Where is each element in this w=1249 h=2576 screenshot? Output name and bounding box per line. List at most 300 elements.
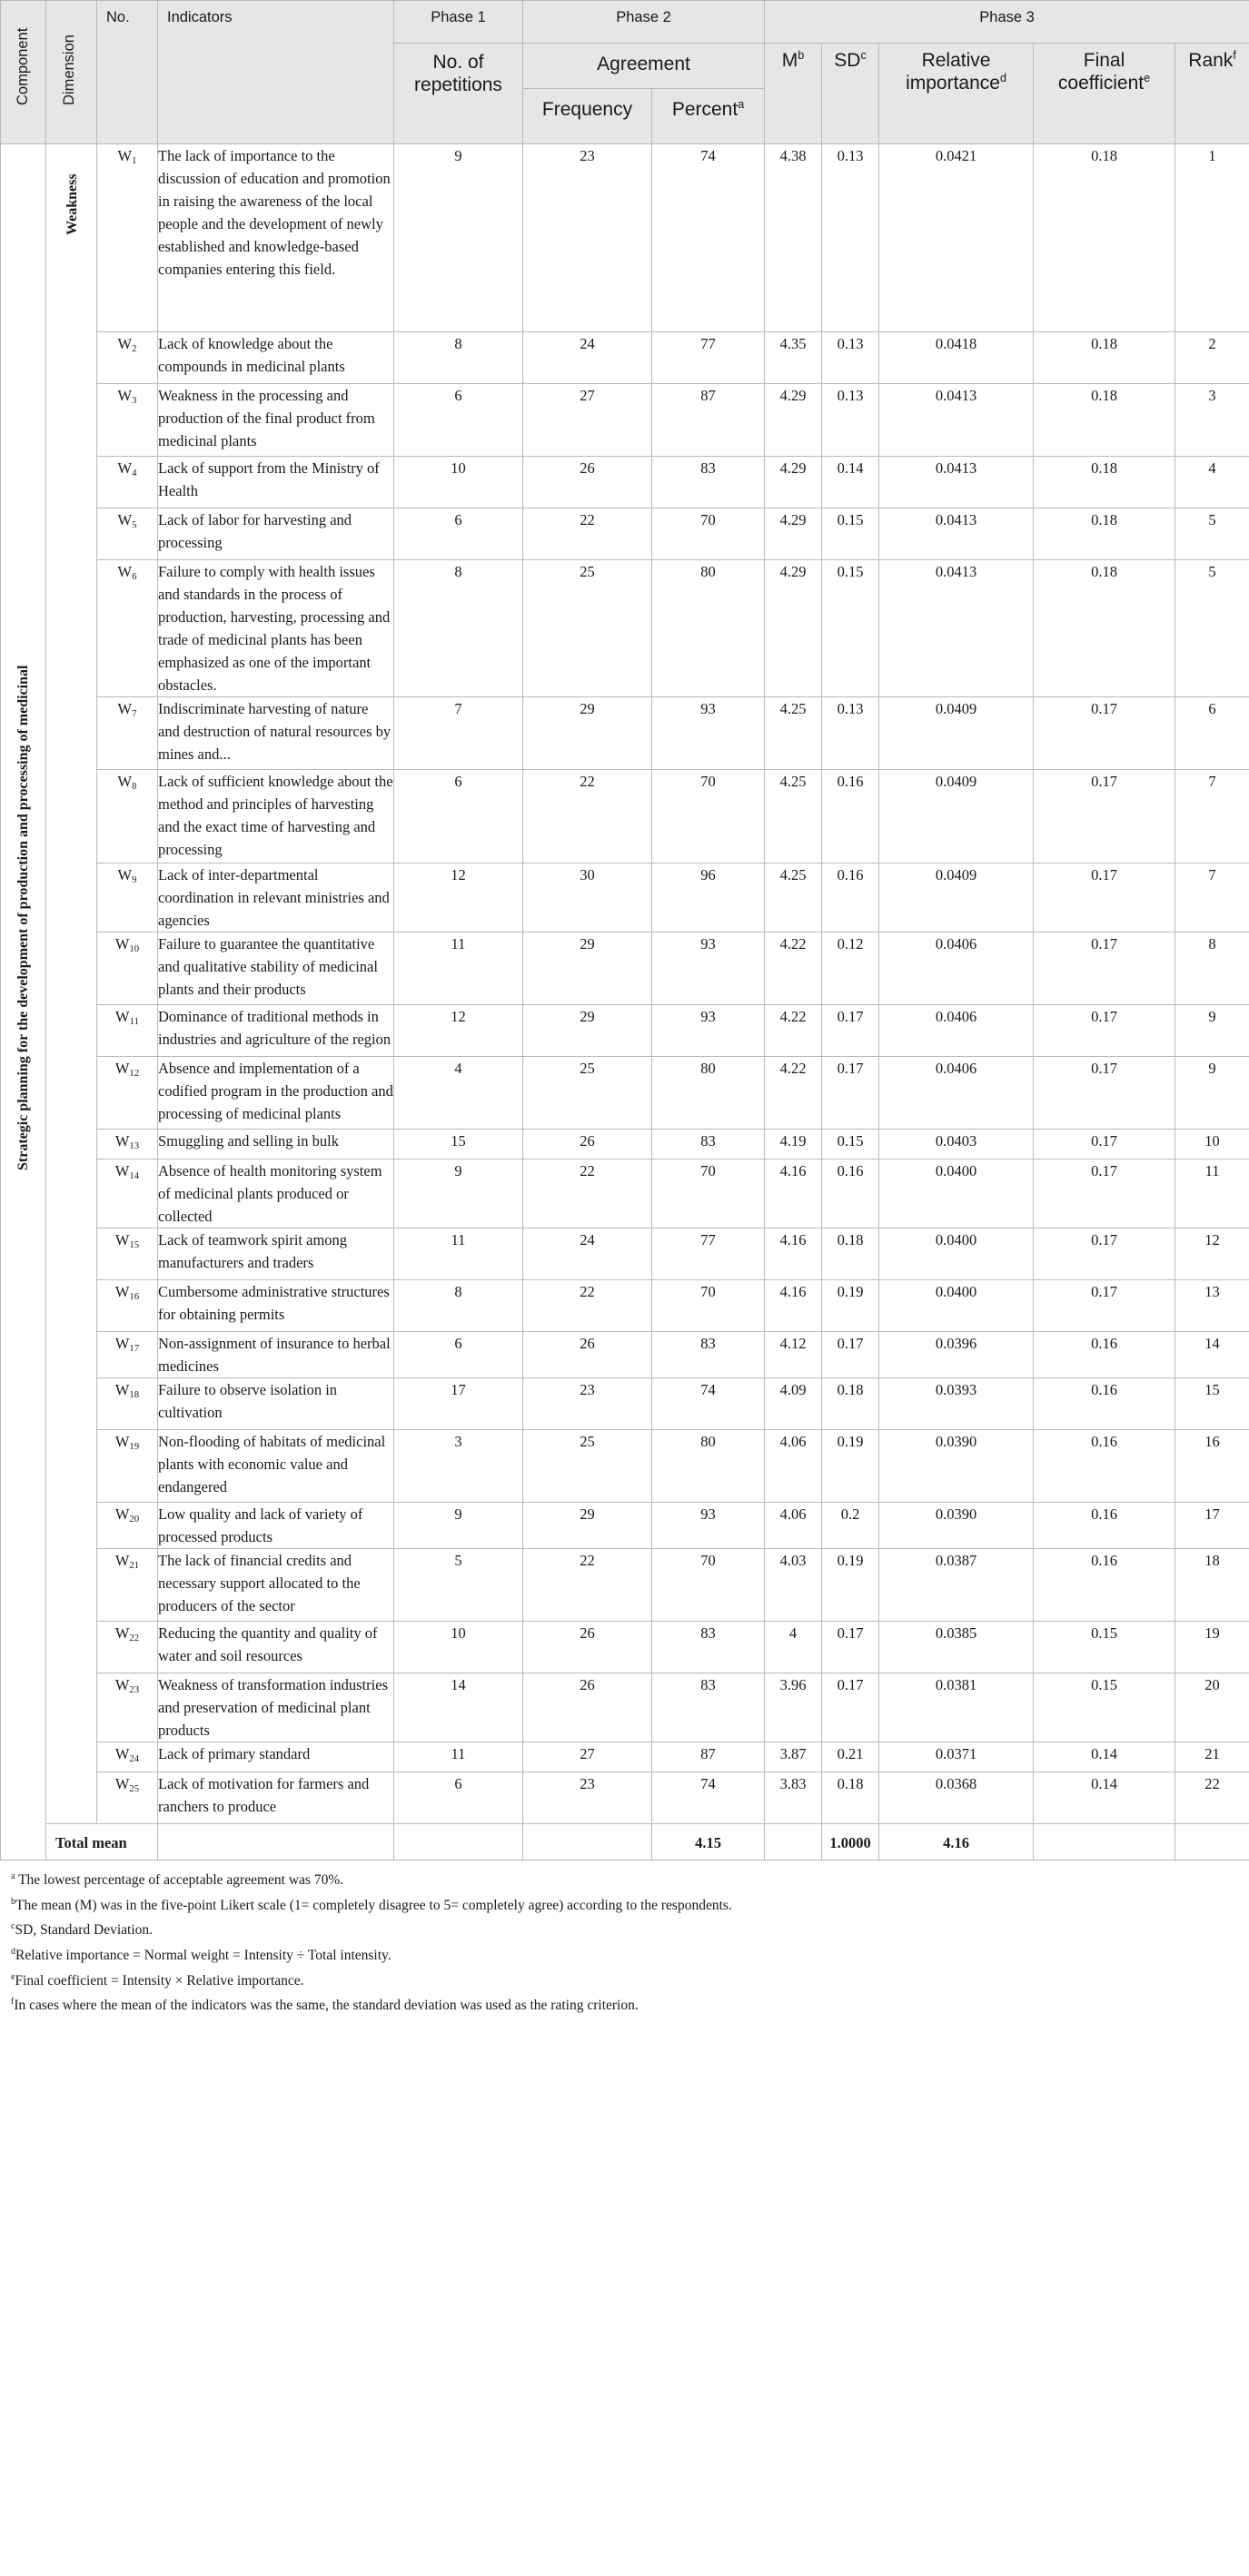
row-rel: 0.0400 — [879, 1160, 1034, 1229]
row-pct: 70 — [652, 508, 765, 560]
row-code-number: 25 — [129, 1783, 140, 1794]
row-freq: 29 — [523, 1503, 652, 1549]
row-sd: 0.16 — [822, 864, 879, 933]
row-rel: 0.0413 — [879, 384, 1034, 457]
row-rel: 0.0406 — [879, 1005, 1034, 1057]
row-rel: 0.0406 — [879, 933, 1034, 1005]
row-rank: 18 — [1175, 1549, 1249, 1622]
row-rel: 0.0368 — [879, 1772, 1034, 1824]
row-fc: 0.17 — [1034, 1229, 1175, 1280]
row-indicator: Weakness in the processing and production of the final product from medicinal plants — [158, 384, 394, 457]
row-rep: 5 — [394, 1549, 523, 1622]
row-code-letter: W — [114, 1552, 130, 1569]
row-m: 4.25 — [765, 864, 822, 933]
row-sd: 0.19 — [822, 1280, 879, 1332]
row-m: 4.12 — [765, 1332, 822, 1378]
row-m: 4.22 — [765, 1057, 822, 1130]
row-rel: 0.0413 — [879, 508, 1034, 560]
row-code-letter: W — [114, 1231, 130, 1249]
row-freq: 29 — [523, 697, 652, 770]
row-indicator: Absence and implementation of a codified program in the production and processing of medicinal plants — [158, 1057, 394, 1130]
row-fc: 0.15 — [1034, 1673, 1175, 1742]
row-code-number: 11 — [129, 1016, 139, 1027]
row-m: 4.16 — [765, 1160, 822, 1229]
row-fc: 0.17 — [1034, 1005, 1175, 1057]
row-sd: 0.13 — [822, 384, 879, 457]
row-indicator: Cumbersome administrative structures for obtaining permits — [158, 1280, 394, 1332]
row-pct: 87 — [652, 384, 765, 457]
row-pct: 87 — [652, 1742, 765, 1772]
row-code-number: 3 — [132, 395, 137, 406]
row-code-number: 2 — [132, 343, 137, 354]
row-code — [97, 560, 158, 697]
row-rel: 0.0400 — [879, 1229, 1034, 1280]
row-rel: 0.0406 — [879, 1057, 1034, 1130]
row-rep: 9 — [394, 144, 523, 332]
row-code-letter: W — [117, 773, 133, 790]
row-code-letter: W — [114, 1775, 130, 1792]
table-row — [1, 933, 1249, 1005]
row-rep: 17 — [394, 1378, 523, 1430]
row-sd: 0.16 — [822, 770, 879, 864]
row-rep: 15 — [394, 1130, 523, 1160]
header-rel-line2: importance — [906, 73, 1000, 94]
footnote — [11, 1967, 1249, 1992]
row-indicator: Absence of health monitoring system of medicinal plants produced or collected — [158, 1160, 394, 1229]
row-code — [97, 770, 158, 864]
row-code-number: 16 — [129, 1291, 140, 1302]
table-row — [1, 1549, 1249, 1622]
header-rank — [1175, 44, 1249, 144]
table-row — [1, 1772, 1249, 1824]
header-final-coefficient — [1034, 44, 1175, 144]
row-rank: 19 — [1175, 1622, 1249, 1673]
row-rep: 4 — [394, 1057, 523, 1130]
header-indicators: Indicators — [158, 1, 394, 144]
row-m: 4.29 — [765, 384, 822, 457]
row-code — [97, 508, 158, 560]
row-rank: 10 — [1175, 1130, 1249, 1160]
row-fc: 0.17 — [1034, 1280, 1175, 1332]
row-code-number: 9 — [132, 874, 137, 885]
header-component — [1, 1, 46, 144]
component-cell — [1, 144, 46, 1860]
row-fc: 0.15 — [1034, 1622, 1175, 1673]
row-fc: 0.16 — [1034, 1549, 1175, 1622]
row-sd: 0.17 — [822, 1332, 879, 1378]
header-repetitions-line1: No. of — [432, 52, 484, 73]
header-percent — [652, 89, 765, 144]
row-code — [97, 1742, 158, 1772]
row-freq: 27 — [523, 1742, 652, 1772]
row-pct: 83 — [652, 1673, 765, 1742]
row-indicator: Lack of knowledge about the compounds in medicinal plants — [158, 332, 394, 384]
row-rel: 0.0385 — [879, 1622, 1034, 1673]
row-fc: 0.14 — [1034, 1772, 1175, 1824]
row-rank: 4 — [1175, 457, 1249, 508]
header-final-line2: coefficient — [1057, 73, 1145, 94]
header-sd — [822, 44, 879, 144]
row-pct: 93 — [652, 697, 765, 770]
row-rank: 2 — [1175, 332, 1249, 384]
row-rep: 11 — [394, 1742, 523, 1772]
footnote-mark: e — [11, 1971, 15, 1982]
row-rank: 5 — [1175, 508, 1249, 560]
row-code-letter: W — [117, 866, 133, 883]
row-rep: 3 — [394, 1430, 523, 1503]
header-percent-label: Percent — [671, 99, 738, 120]
row-rel: 0.0421 — [879, 144, 1034, 332]
row-m: 4.25 — [765, 697, 822, 770]
row-pct: 83 — [652, 1332, 765, 1378]
header-sd-sup: c — [860, 49, 867, 62]
row-indicator: Low quality and lack of variety of processed products — [158, 1503, 394, 1549]
total-row — [1, 1824, 1249, 1860]
row-m: 4.19 — [765, 1130, 822, 1160]
row-code-letter: W — [114, 1132, 130, 1150]
row-rank: 12 — [1175, 1229, 1249, 1280]
row-m: 4.22 — [765, 1005, 822, 1057]
row-code — [97, 457, 158, 508]
row-fc: 0.18 — [1034, 144, 1175, 332]
row-rank: 17 — [1175, 1503, 1249, 1549]
row-sd: 0.13 — [822, 144, 879, 332]
row-freq: 26 — [523, 1622, 652, 1673]
row-fc: 0.14 — [1034, 1742, 1175, 1772]
row-m: 3.83 — [765, 1772, 822, 1824]
row-rel: 0.0413 — [879, 560, 1034, 697]
row-code-number: 6 — [132, 571, 137, 582]
row-indicator: The lack of importance to the discussion of education and promotion in raising the awareness of the local people and the development of newly established and knowledge-based companies entering this field. — [158, 144, 394, 332]
row-rel: 0.0390 — [879, 1430, 1034, 1503]
table-row — [1, 1378, 1249, 1430]
footnotes — [0, 1866, 1249, 2017]
row-m: 4.29 — [765, 560, 822, 697]
row-rep: 8 — [394, 1280, 523, 1332]
table-row — [1, 1160, 1249, 1229]
row-rel: 0.0393 — [879, 1378, 1034, 1430]
row-code-letter: W — [115, 1008, 130, 1025]
row-pct: 74 — [652, 1378, 765, 1430]
total-empty-cell — [158, 1824, 394, 1860]
row-code-number: 8 — [132, 781, 137, 792]
header-final-sup: e — [1144, 72, 1151, 84]
row-code — [97, 1549, 158, 1622]
row-code-letter: W — [117, 511, 133, 528]
row-rep: 8 — [394, 332, 523, 384]
header-rank-sup: f — [1233, 49, 1236, 62]
total-empty-cell — [1175, 1824, 1249, 1860]
row-freq: 25 — [523, 560, 652, 697]
row-m: 3.96 — [765, 1673, 822, 1742]
row-sd: 0.18 — [822, 1378, 879, 1430]
row-code-number: 12 — [129, 1068, 140, 1079]
header-sd-label: SD — [834, 50, 861, 71]
row-code — [97, 1130, 158, 1160]
component-label: Strategic planning for the development of production and processing of medicinal — [15, 665, 31, 1170]
row-rep: 9 — [394, 1503, 523, 1549]
row-code-number: 24 — [129, 1753, 140, 1764]
row-code-letter: W — [114, 1676, 130, 1693]
row-m: 3.87 — [765, 1742, 822, 1772]
row-rep: 6 — [394, 1332, 523, 1378]
row-rep: 14 — [394, 1673, 523, 1742]
row-freq: 29 — [523, 1005, 652, 1057]
row-pct: 83 — [652, 1130, 765, 1160]
row-rep: 10 — [394, 1622, 523, 1673]
row-indicator: Weakness of transformation industries and preservation of medicinal plant products — [158, 1673, 394, 1742]
row-pct: 70 — [652, 770, 765, 864]
row-code — [97, 1673, 158, 1742]
row-code — [97, 384, 158, 457]
row-code-number: 4 — [132, 468, 137, 479]
header-rel-sup: d — [999, 72, 1006, 84]
row-pct: 93 — [652, 1005, 765, 1057]
table-row — [1, 864, 1249, 933]
row-freq: 26 — [523, 1673, 652, 1742]
row-pct: 70 — [652, 1549, 765, 1622]
footnote-text: The mean (M) was in the five-point Likert scale (1= completely disagree to 5= completely agree) according to the respondents. — [15, 1897, 732, 1913]
row-freq: 22 — [523, 508, 652, 560]
row-m: 4.03 — [765, 1549, 822, 1622]
row-code — [97, 697, 158, 770]
row-indicator: Reducing the quantity and quality of water and soil resources — [158, 1622, 394, 1673]
footnote — [11, 1866, 1249, 1891]
table-row — [1, 697, 1249, 770]
row-m: 4.38 — [765, 144, 822, 332]
row-sd: 0.17 — [822, 1673, 879, 1742]
row-sd: 0.15 — [822, 508, 879, 560]
row-pct: 80 — [652, 1430, 765, 1503]
row-indicator: Indiscriminate harvesting of nature and destruction of natural resources by mines and... — [158, 697, 394, 770]
row-code-number: 23 — [129, 1684, 140, 1695]
row-code — [97, 1503, 158, 1549]
row-rel: 0.0390 — [879, 1503, 1034, 1549]
row-code — [97, 144, 158, 332]
table-row — [1, 1057, 1249, 1130]
row-rel: 0.0400 — [879, 1280, 1034, 1332]
footnote — [11, 1916, 1249, 1941]
row-rank: 20 — [1175, 1673, 1249, 1742]
footnote-text: Final coefficient = Intensity × Relative importance. — [15, 1972, 304, 1989]
row-rel: 0.0409 — [879, 864, 1034, 933]
header-rank-label: Rank — [1188, 50, 1234, 71]
row-pct: 93 — [652, 1503, 765, 1549]
header-phase2: Phase 2 — [523, 1, 765, 44]
row-code-letter: W — [114, 1060, 130, 1077]
row-code-number: 7 — [132, 708, 137, 719]
row-rank: 9 — [1175, 1057, 1249, 1130]
table-row — [1, 457, 1249, 508]
row-rep: 6 — [394, 384, 523, 457]
row-sd: 0.19 — [822, 1549, 879, 1622]
row-pct: 77 — [652, 1229, 765, 1280]
row-freq: 24 — [523, 1229, 652, 1280]
row-rel: 0.0413 — [879, 457, 1034, 508]
row-pct: 80 — [652, 1057, 765, 1130]
row-indicator: Dominance of traditional methods in industries and agriculture of the region — [158, 1005, 394, 1057]
row-indicator: Lack of support from the Ministry of Health — [158, 457, 394, 508]
row-pct: 74 — [652, 144, 765, 332]
row-code-letter: W — [117, 147, 133, 164]
footnote-text: In cases where the mean of the indicators was the same, the standard deviation was used as the rating criterion. — [14, 1998, 639, 2014]
row-code — [97, 1332, 158, 1378]
row-code — [97, 864, 158, 933]
row-rank: 9 — [1175, 1005, 1249, 1057]
row-rank: 8 — [1175, 933, 1249, 1005]
row-m: 4.06 — [765, 1430, 822, 1503]
row-rel: 0.0409 — [879, 770, 1034, 864]
row-rank: 7 — [1175, 864, 1249, 933]
footnote — [11, 1991, 1249, 2017]
table-row — [1, 770, 1249, 864]
row-indicator: Non-flooding of habitats of medicinal plants with economic value and endangered — [158, 1430, 394, 1503]
row-fc: 0.16 — [1034, 1430, 1175, 1503]
table-body — [1, 144, 1249, 1860]
row-fc: 0.18 — [1034, 332, 1175, 384]
row-indicator: Lack of primary standard — [158, 1742, 394, 1772]
row-rank: 11 — [1175, 1160, 1249, 1229]
row-sd: 0.15 — [822, 1130, 879, 1160]
row-freq: 26 — [523, 457, 652, 508]
row-sd: 0.15 — [822, 560, 879, 697]
row-code-letter: W — [117, 459, 133, 477]
header-frequency: Frequency — [523, 89, 652, 144]
table-row — [1, 1005, 1249, 1057]
table-row — [1, 332, 1249, 384]
header-repetitions-line2: repetitions — [414, 74, 502, 95]
row-freq: 25 — [523, 1057, 652, 1130]
header-percent-sup: a — [738, 98, 745, 111]
row-fc: 0.18 — [1034, 457, 1175, 508]
row-fc: 0.17 — [1034, 864, 1175, 933]
row-indicator: Non-assignment of insurance to herbal medicines — [158, 1332, 394, 1378]
row-rep: 8 — [394, 560, 523, 697]
row-sd: 0.21 — [822, 1742, 879, 1772]
row-rep: 6 — [394, 770, 523, 864]
row-indicator: Failure to observe isolation in cultivation — [158, 1378, 394, 1430]
row-fc: 0.17 — [1034, 933, 1175, 1005]
row-rep: 10 — [394, 457, 523, 508]
row-rank: 13 — [1175, 1280, 1249, 1332]
row-freq: 22 — [523, 1549, 652, 1622]
row-sd: 0.2 — [822, 1503, 879, 1549]
row-rep: 11 — [394, 1229, 523, 1280]
row-indicator: The lack of financial credits and necessary support allocated to the producers of the sector — [158, 1549, 394, 1622]
row-code — [97, 1280, 158, 1332]
row-freq: 26 — [523, 1332, 652, 1378]
row-rep: 7 — [394, 697, 523, 770]
row-m: 4.09 — [765, 1378, 822, 1430]
row-freq: 30 — [523, 864, 652, 933]
row-freq: 27 — [523, 384, 652, 457]
row-freq: 22 — [523, 770, 652, 864]
header-dimension-label: Dimension — [61, 35, 77, 105]
row-code-letter: W — [117, 387, 133, 404]
row-code-number: 15 — [129, 1239, 140, 1250]
row-rel: 0.0403 — [879, 1130, 1034, 1160]
row-code-number: 18 — [129, 1389, 140, 1400]
table-row — [1, 1622, 1249, 1673]
header-mean — [765, 44, 822, 144]
total-label: Total mean — [46, 1824, 158, 1860]
row-code — [97, 1057, 158, 1130]
row-sd: 0.12 — [822, 933, 879, 1005]
row-pct: 83 — [652, 1622, 765, 1673]
row-rank: 15 — [1175, 1378, 1249, 1430]
footnote-mark: c — [11, 1921, 15, 1932]
row-sd: 0.18 — [822, 1772, 879, 1824]
row-fc: 0.18 — [1034, 384, 1175, 457]
row-fc: 0.16 — [1034, 1332, 1175, 1378]
row-code-letter: W — [114, 1283, 130, 1300]
row-indicator: Failure to guarantee the quantitative and qualitative stability of medicinal plants and their products — [158, 933, 394, 1005]
row-code-letter: W — [117, 700, 133, 717]
table-row — [1, 1742, 1249, 1772]
table-row — [1, 1280, 1249, 1332]
row-sd: 0.13 — [822, 332, 879, 384]
footnote-text: SD, Standard Deviation. — [15, 1922, 154, 1939]
row-code-letter: W — [114, 1745, 130, 1762]
row-m: 4.06 — [765, 1503, 822, 1549]
row-rel: 0.0418 — [879, 332, 1034, 384]
row-rep: 12 — [394, 864, 523, 933]
row-rel: 0.0371 — [879, 1742, 1034, 1772]
row-sd: 0.16 — [822, 1160, 879, 1229]
row-code-number: 19 — [129, 1441, 140, 1452]
total-empty-cell — [765, 1824, 822, 1860]
row-indicator: Lack of sufficient knowledge about the method and principles of harvesting and the exact time of harvesting and processing — [158, 770, 394, 864]
footnote-mark: f — [11, 1997, 15, 2008]
row-rank: 7 — [1175, 770, 1249, 864]
table-row — [1, 1130, 1249, 1160]
row-m: 4.29 — [765, 457, 822, 508]
table-row — [1, 1332, 1249, 1378]
row-rel: 0.0381 — [879, 1673, 1034, 1742]
row-rel: 0.0396 — [879, 1332, 1034, 1378]
row-code-number: 5 — [132, 519, 137, 530]
row-code-letter: W — [117, 563, 133, 580]
row-rep: 11 — [394, 933, 523, 1005]
row-rank: 22 — [1175, 1772, 1249, 1824]
row-freq: 23 — [523, 144, 652, 332]
footnote-mark: d — [11, 1946, 16, 1957]
table-row — [1, 1503, 1249, 1549]
row-code — [97, 1622, 158, 1673]
header-phase3: Phase 3 — [765, 1, 1249, 44]
row-code-letter: W — [114, 1381, 130, 1398]
header-repetitions — [394, 44, 523, 144]
total-empty-cell — [394, 1824, 523, 1860]
header-agreement: Agreement — [523, 44, 765, 89]
row-pct: 93 — [652, 933, 765, 1005]
row-sd: 0.18 — [822, 1229, 879, 1280]
row-m: 4.29 — [765, 508, 822, 560]
footnote-text: Relative importance = Normal weight = Intensity ÷ Total intensity. — [15, 1948, 392, 1964]
row-rel: 0.0409 — [879, 697, 1034, 770]
row-indicator: Lack of motivation for farmers and ranchers to produce — [158, 1772, 394, 1824]
row-rep: 12 — [394, 1005, 523, 1057]
row-code — [97, 1005, 158, 1057]
row-code-letter: W — [114, 1433, 130, 1450]
row-freq: 23 — [523, 1772, 652, 1824]
row-freq: 23 — [523, 1378, 652, 1430]
table-row — [1, 1430, 1249, 1503]
row-code-number: 1 — [132, 155, 137, 166]
row-code — [97, 1378, 158, 1430]
row-fc: 0.16 — [1034, 1503, 1175, 1549]
row-pct: 83 — [652, 457, 765, 508]
